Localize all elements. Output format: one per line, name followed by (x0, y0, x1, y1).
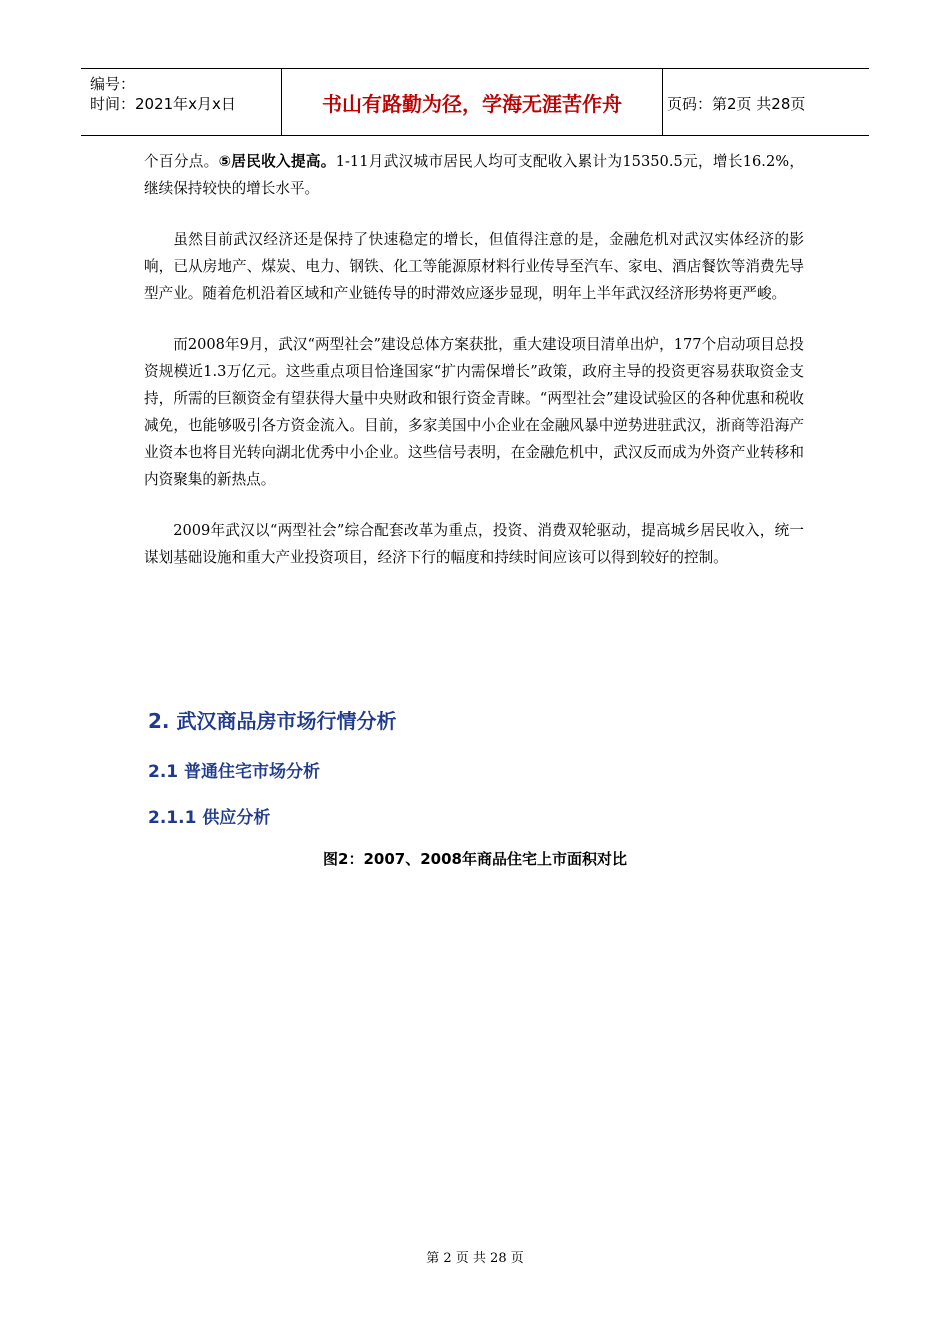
section-heading: 2. 武汉商品房市场行情分析 (148, 709, 397, 733)
number-label: 编号： (90, 75, 136, 93)
header-motto: 书山有路勤为径，学海无涯苦作舟 (282, 69, 663, 135)
subsection-heading: 2.1 普通住宅市场分析 (148, 762, 321, 782)
time-label: 时间：2021年x月x日 (90, 95, 236, 113)
paragraph-2: 虽然目前武汉经济还是保持了快速稳定的增长，但值得注意的是，金融危机对武汉实体经济的影响，已从房地产、煤炭、电力、钢铁、化工等能源原材料行业传导至汽车、家电、酒店餐饮等消费先导型产业。随着危机沿着区域和产业链传导的时滞效应逐步显现，明年上半年武汉经济形势将更严峻。 (144, 231, 804, 302)
paragraph-1-bold: ⑤居民收入提高。 (218, 153, 336, 170)
header-meta-cell (81, 69, 282, 135)
document-body (144, 148, 804, 571)
paragraph-1-start: 个百分点。 (144, 153, 219, 170)
paragraph-4: 2009年武汉以“两型社会”综合配套改革为重点，投资、消费双轮驱动，提高城乡居民收入，统一谋划基础设施和重大产业投资项目，经济下行的幅度和持续时间应该可以得到较好的控制。 (144, 522, 804, 566)
paragraph-1-rest: 1-11月武汉城市居民人均可支配收入累计为15350.5元，增长16.2%，继续保持较快的增长水平。 (144, 153, 805, 197)
subsubsection-heading: 2.1.1 供应分析 (148, 808, 271, 828)
page-header (81, 68, 869, 136)
paragraph-3: 而2008年9月，武汉“两型社会”建设总体方案获批，重大建设项目清单出炉，177个启动项目总投资规模近1.3万亿元。这些重点项目恰逢国家“扩内需保增长”政策，政府主导的投资更容易获取资金支持，所需的巨额资金有望获得大量中央财政和银行资金青睐。“两型社会”建设试验区的各种优惠和税收减免，也能够吸引各方资金流入。目前，多家美国中小企业在金融风暴中逆势进驻武汉，浙商等沿海产业资本也将目光转向湖北优秀中小企业。这些信号表明，在金融危机中，武汉反而成为外资产业转移和内资聚集的新热点。 (144, 336, 804, 488)
page-footer: 第 2 页 共 28 页 (426, 1251, 524, 1266)
figure-caption: 图2：2007、2008年商品住宅上市面积对比 (323, 850, 627, 868)
paragraph-1 (144, 148, 804, 202)
header-page-info: 页码：第2页 共28页 (667, 95, 806, 113)
